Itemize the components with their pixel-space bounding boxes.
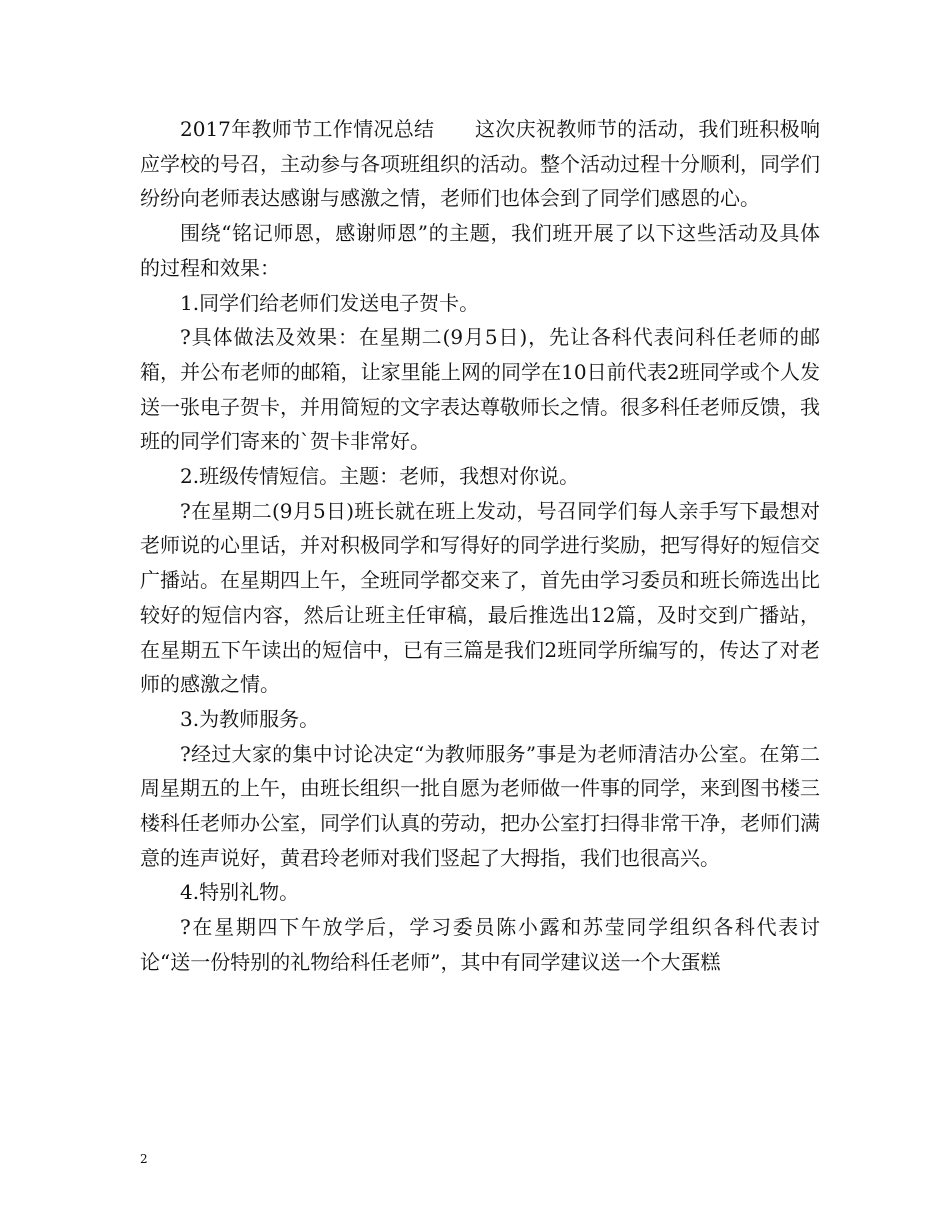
page-number: 2 <box>140 1152 148 1166</box>
paragraph-item-3-detail: ?经过大家的集中讨论决定“为教师服务”事是为老师清洁办公室。在第二周星期五的上午，由班长组织一批自愿为老师做一件事的同学，来到图书楼三楼科任老师办公室，同学们认真的劳动，把办公室打扫得非常干净，老师们满意的连声说好，黄君玲老师对我们竖起了大拇指，我们也很高兴。 <box>140 741 820 870</box>
paragraph-item-1-heading: 1.同学们给老师们发送电子贺卡。 <box>180 290 480 315</box>
paragraph-item-1-detail: ?具体做法及效果：在星期二(9月5日)，先让各科代表问科任老师的邮箱，并公布老师的邮箱，让家里能上网的同学在10日前代表2班同学或个人发送一张电子贺卡，并用简短的文字表达尊敬师长之情。很多科任老师反馈，我班的同学们寄来的`贺卡非常好。 <box>140 325 820 454</box>
paragraph-item-2-heading: 2.班级传情短信。主题：老师，我想对你说。 <box>180 464 580 489</box>
paragraph-item-2-detail: ?在星期二(9月5日)班长就在班上发动，号召同学们每人亲手写下最想对老师说的心里话，并对积极同学和写得好的同学进行奖励，把写得好的短信交广播站。在星期四上午，全班同学都交来了，首先由学习委员和班长筛选出比较好的短信内容，然后让班主任审稿，最后推选出12篇，及时交到广播站，在星期五下午读出的短信中，已有三篇是我们2班同学所编写的，传达了对老师的感激之情。 <box>140 498 820 697</box>
paragraph-item-3-heading: 3.为教师服务。 <box>180 706 320 731</box>
paragraph-summary-intro: 2017年教师节工作情况总结 这次庆祝教师节的活动，我们班积极响应学校的号召，主动参与各项班组织的活动。整个活动过程十分顺利，同学们纷纷向老师表达感谢与感激之情，老师们也体会到了同学们感恩的心。 <box>140 117 820 211</box>
paragraph-item-4-heading: 4.特别礼物。 <box>180 880 300 905</box>
paragraph-item-4-detail: ?在星期四下午放学后，学习委员陈小露和苏莹同学组织各科代表讨论“送一份特别的礼物给科任老师”，其中有同学建议送一个大蛋糕 <box>140 915 820 974</box>
paragraph-theme: 围绕“铭记师恩，感谢师恩”的主题，我们班开展了以下这些活动及具体的过程和效果： <box>140 221 820 280</box>
document-body <box>140 112 820 980</box>
